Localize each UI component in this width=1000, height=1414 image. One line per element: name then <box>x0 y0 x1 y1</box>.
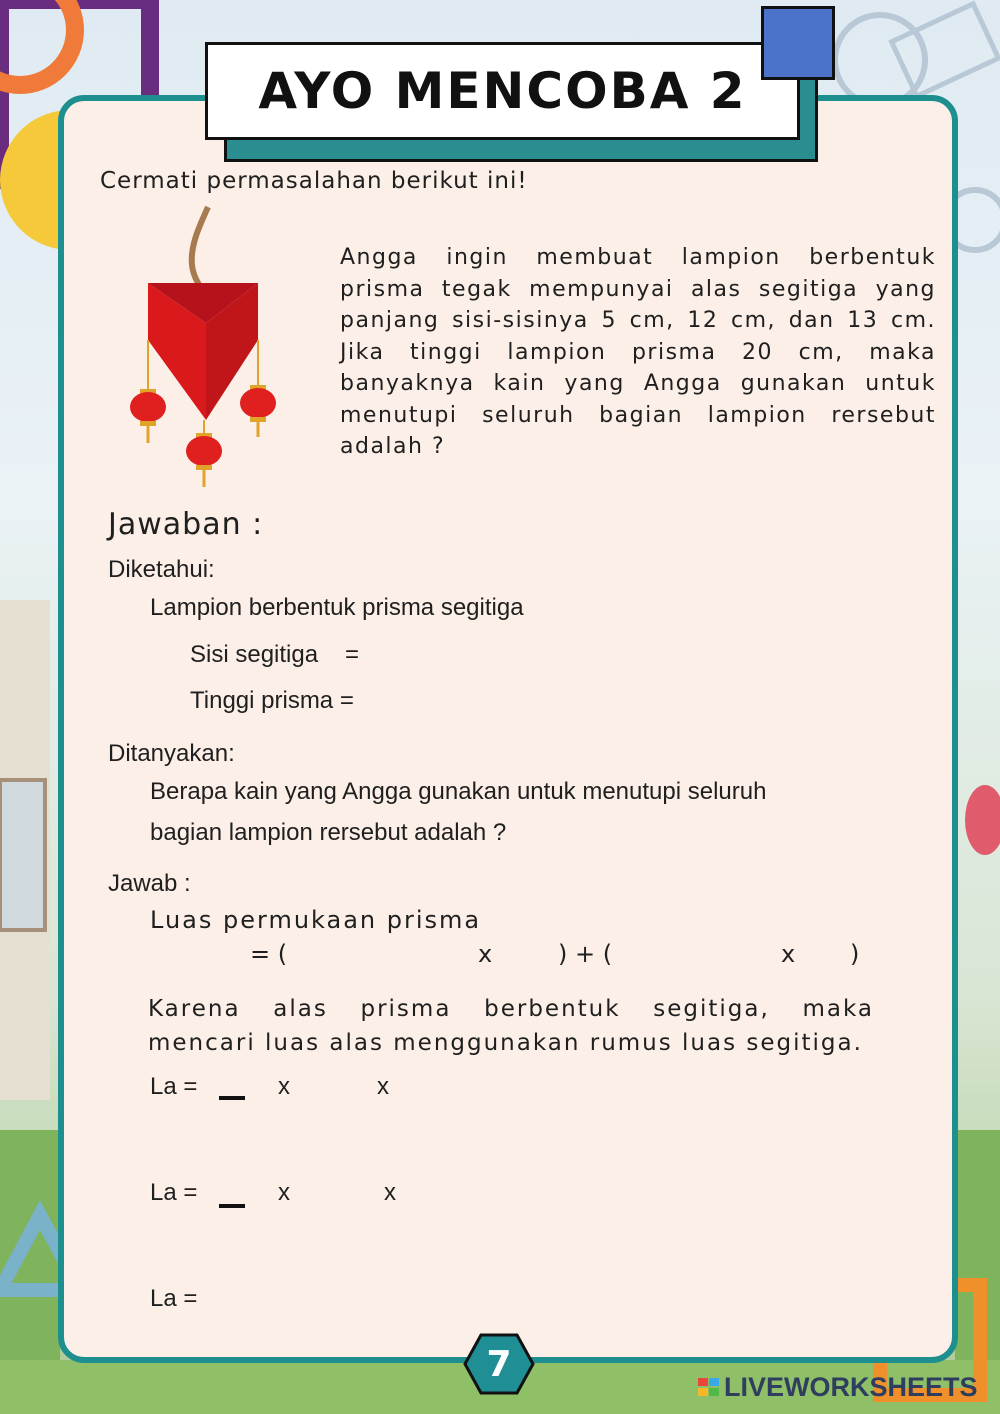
question-line-1: Berapa kain yang Angga gunakan untuk menutupi seluruh <box>150 778 767 805</box>
title-banner <box>205 42 800 140</box>
ditanyakan-label: Ditanyakan: <box>108 740 235 767</box>
small-lantern-bottom <box>186 433 222 487</box>
luas-permukaan-label: Luas permukaan prisma <box>150 906 482 934</box>
formula-plus: ) + ( <box>558 940 613 968</box>
small-lantern-right <box>240 385 276 437</box>
answer-heading: Jawaban : <box>108 507 264 542</box>
explanation-text: Karena alas prisma berbentuk segitiga, maka mencari luas alas menggunakan rumus luas segitiga. <box>148 996 874 1056</box>
sisi-segitiga-equals: = <box>345 641 360 668</box>
la-times-1a: x <box>278 1073 290 1100</box>
lampion-description: Lampion berbentuk prisma segitiga <box>150 594 524 621</box>
page-number: 7 <box>486 1343 512 1385</box>
small-lantern-left <box>130 389 166 443</box>
fraction-bar-1 <box>219 1096 245 1100</box>
tinggi-prisma-label: Tinggi prisma = <box>190 687 354 714</box>
fraction-bar-2 <box>219 1204 245 1208</box>
problem-statement: Angga ingin membuat lampion berbentuk prisma tegak mempunyai alas segitiga yang panjang sisi-sisinya 5 cm, 12 cm, dan 13 cm. Jika tinggi lampion prisma 20 cm, maka banyaknya kain yang Angga gunakan untuk menutupi seluruh bagian lampion rersebut adalah ? <box>340 245 936 459</box>
la-label-1: La = <box>150 1073 198 1100</box>
formula-times-2: x <box>781 940 796 968</box>
liveworksheets-logo-icon <box>698 1378 720 1406</box>
instruction-text: Cermati permasalahan berikut ini! <box>100 168 528 194</box>
la-label-3: La = <box>150 1285 198 1312</box>
jawab-label: Jawab : <box>108 870 191 897</box>
sisi-segitiga-label: Sisi segitiga <box>190 641 319 668</box>
la-times-1b: x <box>377 1073 389 1100</box>
formula-open: = ( <box>250 940 288 968</box>
la-label-2: La = <box>150 1179 198 1206</box>
watermark-text: LIVEWORKSHEETS <box>724 1372 978 1402</box>
diketahui-label: Diketahui: <box>108 556 215 583</box>
formula-close: ) <box>850 940 860 968</box>
question-line-2: bagian lampion rersebut adalah ? <box>150 819 507 846</box>
la-times-2a: x <box>278 1179 290 1206</box>
page-title: AYO MENCOBA 2 <box>258 62 747 120</box>
lantern-illustration <box>120 205 310 495</box>
la-times-2b: x <box>384 1179 396 1206</box>
blue-square-decoration <box>761 6 835 80</box>
formula-times-1: x <box>478 940 493 968</box>
orange-ring-shape <box>0 0 75 85</box>
